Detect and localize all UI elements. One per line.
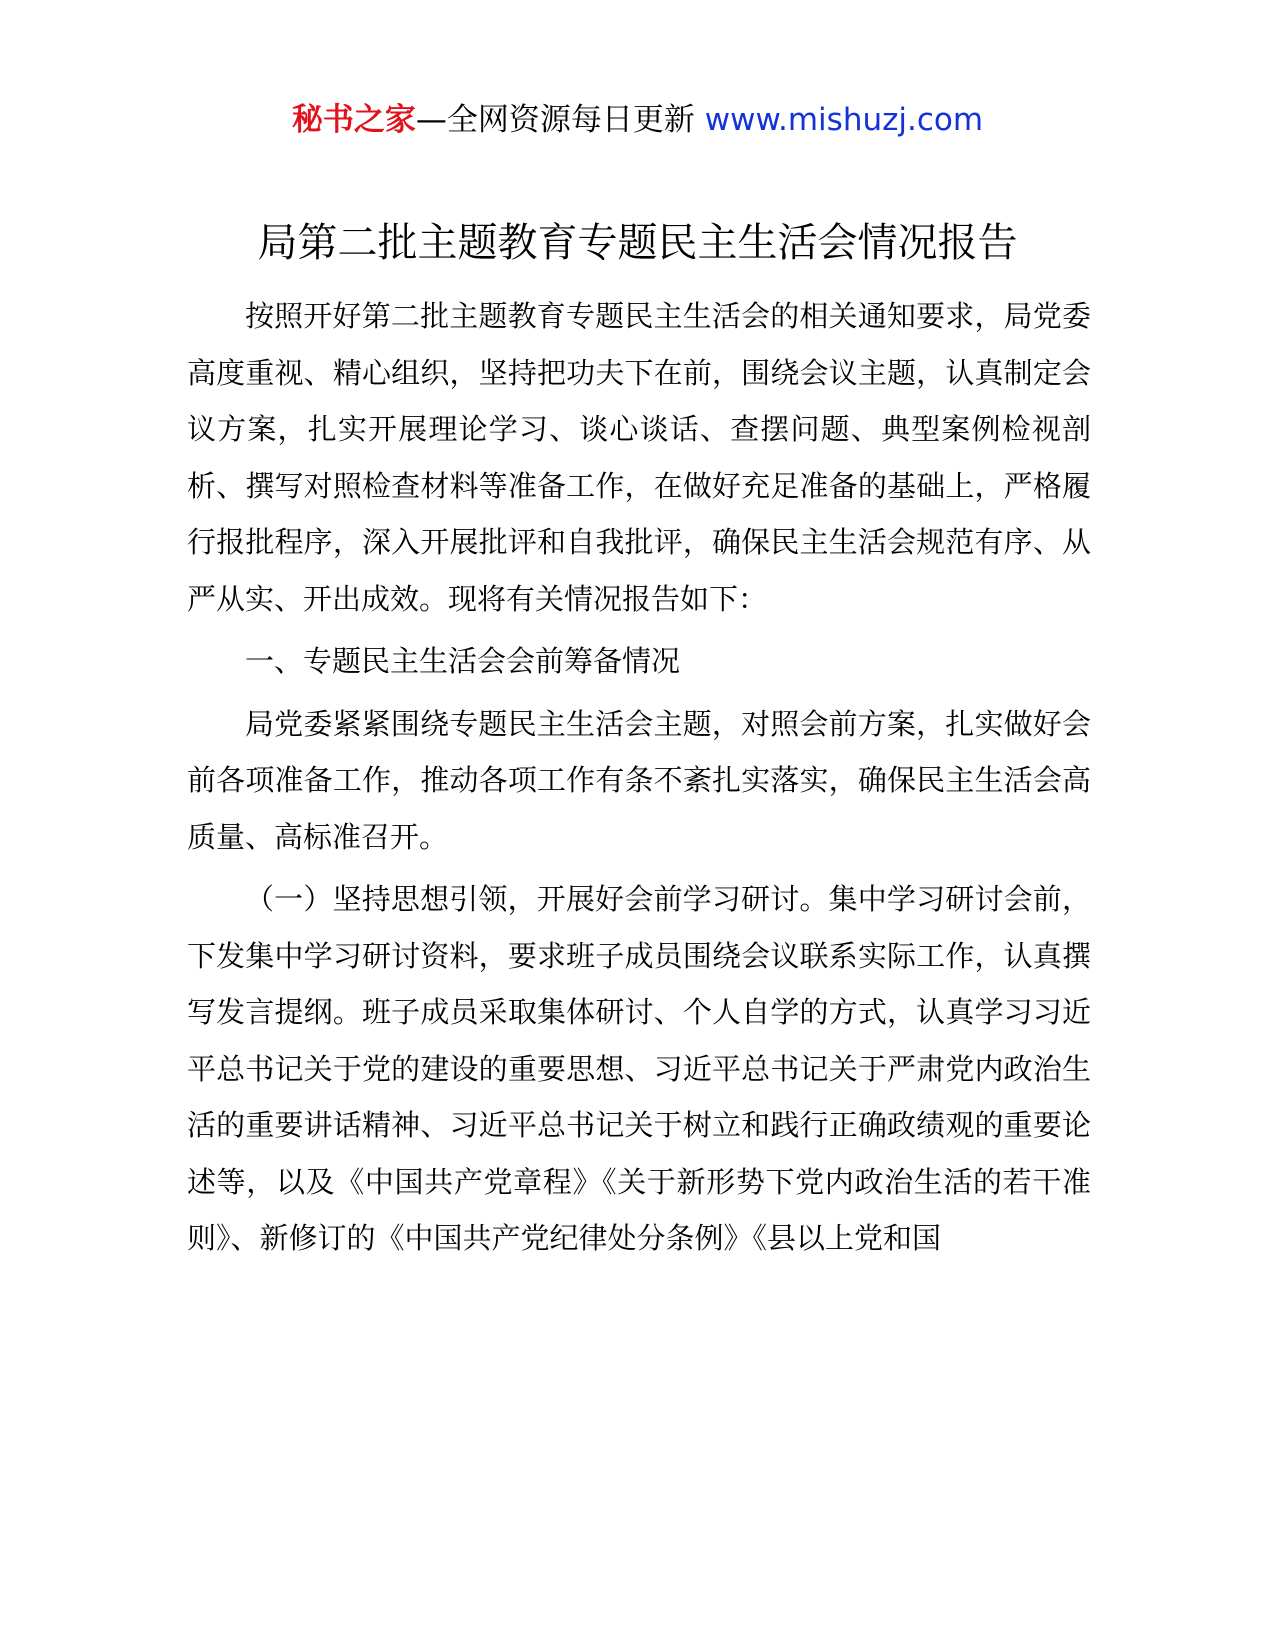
- page-header: [0, 100, 1275, 140]
- header-slogan: —全网资源每日更新: [415, 102, 705, 138]
- document-body: [187, 288, 1091, 1267]
- intro-paragraph: 按照开好第二批主题教育专题民主生活会的相关通知要求，局党委高度重视、精心组织，坚持把功夫下在前，围绕会议主题，认真制定会议方案，扎实开展理论学习、谈心谈话、查摆问题、典型案例检视剖析、撰写对照检查材料等准备工作，在做好充足准备的基础上，严格履行报批程序，深入开展批评和自我批评，确保民主生活会规范有序、从严从实、开出成效。现将有关情况报告如下：: [187, 299, 1091, 616]
- subsection-paragraph: （一）坚持思想引领，开展好会前学习研讨。集中学习研讨会前，下发集中学习研讨资料，要求班子成员围绕会议联系实际工作，认真撰写发言提纲。班子成员采取集体研讨、个人自学的方式，认真学习习近平总书记关于党的建设的重要思想、习近平总书记关于严肃党内政治生活的重要讲话精神、习近平总书记关于树立和践行正确政绩观的重要论述等，以及《中国共产党章程》《关于新形势下党内政治生活的若干准则》、新修订的《中国共产党纪律处分条例》《县以上党和国: [187, 882, 1091, 1255]
- site-url-link[interactable]: www.mishuzj.com: [704, 102, 984, 138]
- document-title: 局第二批主题教育专题民主生活会情况报告: [257, 220, 1018, 266]
- brand-name: 秘书之家: [291, 102, 416, 138]
- section-heading: 一、专题民主生活会会前筹备情况: [245, 644, 681, 678]
- section-paragraph: 局党委紧紧围绕专题民主生活会主题，对照会前方案，扎实做好会前各项准备工作，推动各项工作有条不紊扎实落实，确保民主生活会高质量、高标准召开。: [187, 706, 1091, 854]
